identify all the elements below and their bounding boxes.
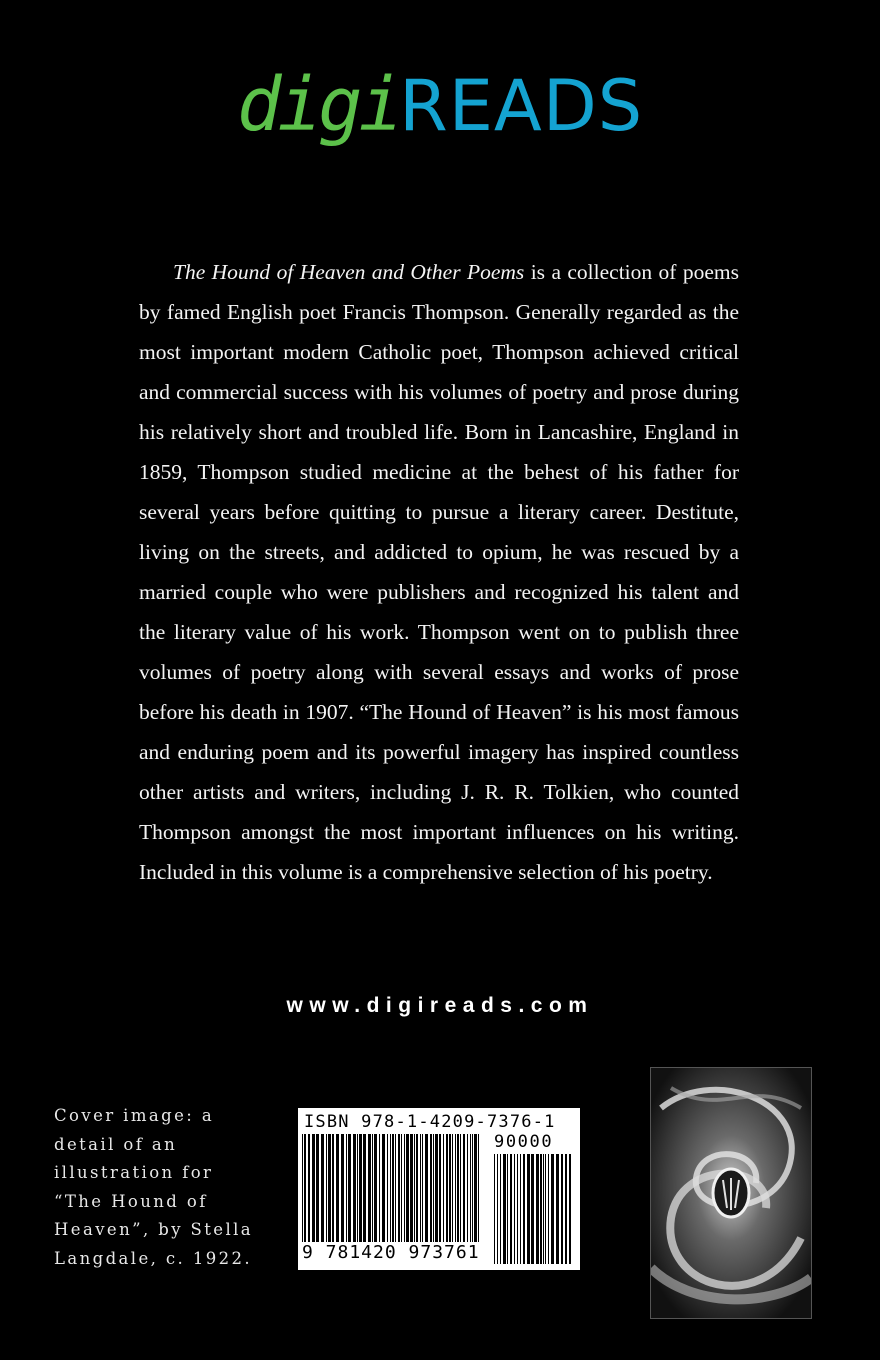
barcode-bar: [425, 1134, 428, 1250]
barcode-bar: [392, 1134, 394, 1250]
description-paragraph: [139, 252, 739, 892]
barcode-bar: [439, 1134, 441, 1250]
barcode-bar: [336, 1134, 339, 1250]
barcode-bar: [398, 1134, 400, 1250]
barcode-bar: [316, 1134, 319, 1250]
barcode-bar: [374, 1134, 377, 1250]
barcode-bar: [304, 1134, 306, 1250]
barcode-bar: [565, 1154, 567, 1264]
barcode-bar: [321, 1134, 324, 1250]
book-description: [139, 252, 739, 892]
barcode-bar: [410, 1134, 413, 1250]
publisher-logo: [0, 62, 880, 182]
barcode-bar: [460, 1134, 461, 1250]
barcode-bar: [346, 1134, 347, 1250]
barcode-bar: [379, 1134, 380, 1250]
barcode-bar: [548, 1154, 549, 1264]
barcode-bar: [332, 1134, 334, 1250]
barcode-bar: [551, 1154, 554, 1264]
barcode-bar: [382, 1134, 385, 1250]
isbn-label: ISBN 978-1-4209-7376-1: [304, 1112, 556, 1132]
barcode-bar: [387, 1134, 388, 1250]
barcode-bar: [457, 1134, 459, 1250]
barcode-bar: [543, 1154, 544, 1264]
barcode-bar: [406, 1134, 409, 1250]
barcode-bar: [545, 1154, 546, 1264]
price-addon-label: 90000: [494, 1132, 554, 1152]
barcode-bar: [357, 1134, 358, 1250]
barcode-bar: [372, 1134, 373, 1250]
barcode-bar: [414, 1134, 415, 1250]
barcode-bar: [463, 1134, 465, 1250]
credit-line: detail of an: [54, 1134, 178, 1154]
barcode-bar: [527, 1154, 530, 1264]
barcode-bar: [308, 1134, 310, 1250]
barcode-bar: [326, 1134, 327, 1250]
barcode-bar: [443, 1134, 444, 1250]
barcode-bar: [435, 1134, 438, 1250]
logo-digi-text: digi: [236, 62, 400, 148]
isbn-barcode: [298, 1108, 580, 1270]
barcode-bar: [536, 1154, 539, 1264]
website-url[interactable]: www.digireads.com: [286, 994, 594, 1017]
barcode-bar: [455, 1134, 456, 1250]
barcode-bar: [433, 1134, 434, 1250]
barcode-bar: [503, 1154, 506, 1264]
barcode-bar: [390, 1134, 391, 1250]
credit-line: Heaven”, by Stella: [54, 1220, 254, 1239]
barcode-bar: [452, 1134, 453, 1250]
swirl-illustration-icon: [651, 1068, 811, 1318]
barcode-bar: [497, 1154, 498, 1264]
barcode-bar: [363, 1134, 366, 1250]
cover-illustration-thumbnail: [650, 1067, 812, 1319]
ean-barcode-bars: [302, 1134, 482, 1250]
barcode-bar: [328, 1134, 331, 1250]
barcode-bar: [449, 1134, 451, 1250]
barcode-bar: [395, 1134, 396, 1250]
credit-line: illustration for: [54, 1163, 214, 1182]
barcode-bar: [359, 1134, 362, 1250]
barcode-bar: [500, 1154, 501, 1264]
credit-line: “The Hound of: [54, 1191, 208, 1211]
ean-digits: 9 781420 973761: [302, 1242, 480, 1263]
barcode-bar: [470, 1134, 471, 1250]
barcode-bar: [472, 1134, 473, 1250]
barcode-bar: [474, 1134, 477, 1250]
logo-reads-text: READS: [399, 65, 644, 147]
barcode-bar: [446, 1134, 448, 1250]
credit-line: Langdale, c. 1922.: [54, 1248, 253, 1268]
barcode-bar: [531, 1154, 534, 1264]
barcode-bar: [523, 1154, 525, 1264]
barcode-bar: [422, 1134, 423, 1250]
barcode-bar: [404, 1134, 405, 1250]
book-title: The Hound of Heaven and Other Poems: [173, 260, 525, 284]
barcode-bar: [540, 1154, 542, 1264]
barcode-bar: [494, 1154, 495, 1264]
barcode-bar: [368, 1134, 371, 1250]
barcode-bar: [569, 1154, 571, 1264]
barcode-bar: [302, 1134, 303, 1250]
barcode-bar: [353, 1134, 356, 1250]
barcode-bar: [478, 1134, 479, 1250]
cover-image-credit: [54, 1102, 264, 1273]
description-text: is a collection of poems by famed English poet Francis Thompson. Generally regarded as the most important modern Catholic poet, Thompson achieved critical and commercial success with his volumes of poetry and prose during his relatively short and troubled life. Born in Lancashire, England in 1859, Thompson studied medicine at the behest of his father for several years before quitting to pursue a literary career. Destitute, living on the streets, and addicted to opium, he was rescued by a married couple who were publishers and recognized his talent and the literary value of his work. Thompson went on to publish three volumes of poetry along with several essays and works of prose before his death in 1907. “The Hound of Heaven” is his most famous and enduring poem and its powerful imagery has inspired countless other artists and writers, including J. R. R. Tolkien, who counted Thompson amongst the most important influences on his writing. Included in this volume is a comprehensive selection of his poetry.: [139, 260, 739, 884]
barcode-bar: [520, 1154, 521, 1264]
barcode-bar: [507, 1154, 508, 1264]
barcode-bar: [514, 1154, 515, 1264]
barcode-bar: [556, 1154, 559, 1264]
addon-barcode-bars: [494, 1154, 574, 1264]
barcode-bar: [401, 1134, 402, 1250]
barcode-bar: [430, 1134, 432, 1250]
barcode-bar: [312, 1134, 315, 1250]
barcode-bar: [510, 1154, 512, 1264]
barcode-bar: [467, 1134, 468, 1250]
barcode-bar: [416, 1134, 418, 1250]
barcode-bar: [517, 1154, 518, 1264]
barcode-bar: [341, 1134, 344, 1250]
barcode-bar: [561, 1154, 563, 1264]
barcode-bar: [348, 1134, 351, 1250]
barcode-bar: [420, 1134, 421, 1250]
credit-line: Cover image: a: [54, 1106, 215, 1125]
